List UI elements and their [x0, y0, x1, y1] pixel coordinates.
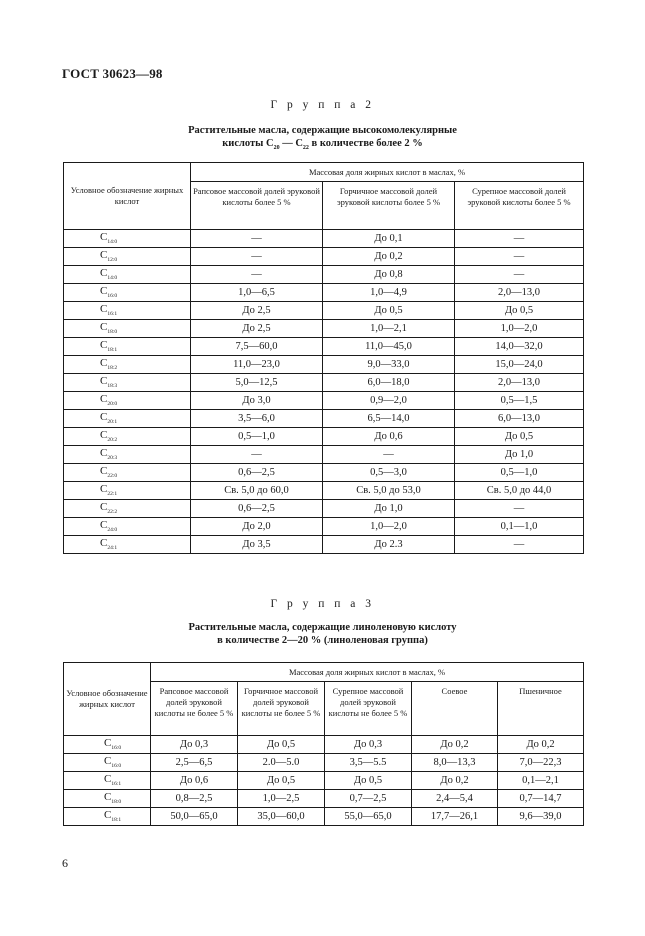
table-cell: 15,0—24,0: [455, 356, 584, 374]
group3-col-header: Пшеничное: [498, 682, 584, 736]
document-code: ГОСТ 30623—98: [62, 66, 163, 81]
group2-table: [63, 162, 584, 554]
table-cell: 3,5—5.5: [325, 754, 412, 772]
table-cell: До 0,2: [412, 772, 498, 790]
table-cell: До 0,2: [323, 248, 455, 266]
table-cell: 0,6—2,5: [191, 464, 323, 482]
table-cell: До 0,8: [323, 266, 455, 284]
table-cell: До 0,5: [238, 736, 325, 754]
table-row: [64, 320, 584, 338]
table-cell: —: [455, 266, 584, 284]
table-row: [64, 464, 584, 482]
table-cell: 6,0—18,0: [323, 374, 455, 392]
table-cell: 7,5—60,0: [191, 338, 323, 356]
table-cell: 11,0—23,0: [191, 356, 323, 374]
fatty-acid-code: $С_{18:3}$: [64, 374, 191, 392]
table-cell: До 2.3: [323, 536, 455, 554]
fatty-acid-code: $С_{16:0}$: [64, 284, 191, 302]
table-cell: 1,0—6,5: [191, 284, 323, 302]
fatty-acid-code: $С_{16:0}$: [64, 736, 151, 754]
table-cell: 6,0—13,0: [455, 410, 584, 428]
fatty-acid-code: $С_{20:2}$: [64, 428, 191, 446]
table-row: [64, 230, 584, 248]
fatty-acid-code: $С_{18:1}$: [64, 338, 191, 356]
table-row: [64, 772, 584, 790]
group2-col-code: Условное обозначение жирных кислот: [64, 163, 191, 230]
fatty-acid-code: $С_{24:1}$: [64, 536, 191, 554]
table-cell: 0,1—1,0: [455, 518, 584, 536]
table-cell: 55,0—65,0: [325, 808, 412, 826]
table-cell: 0,7—2,5: [325, 790, 412, 808]
fatty-acid-code: $С_{22:0}$: [64, 464, 191, 482]
fatty-acid-code: $С_{18:0}$: [64, 320, 191, 338]
table-cell: Св. 5,0 до 60,0: [191, 482, 323, 500]
table-cell: 1,0—4,9: [323, 284, 455, 302]
group3-col-code: Условное обозначение жирных кислот: [64, 663, 151, 736]
group3-table: [63, 662, 584, 826]
group2-col-group: Массовая доля жирных кислот в маслах, %: [191, 163, 584, 182]
group3-title: Г р у п п а 3: [270, 598, 375, 610]
table-row: [64, 500, 584, 518]
table-cell: 3,5—6,0: [191, 410, 323, 428]
table-row: [64, 356, 584, 374]
group2-title: Г р у п п а 2: [270, 99, 375, 111]
group3-col-header: Сурепное массовой долей эруковой кислоты не более 5 %: [325, 682, 412, 736]
table-row: [64, 302, 584, 320]
table-cell: 7,0—22,3: [498, 754, 584, 772]
table-cell: 8,0—13,3: [412, 754, 498, 772]
group2-col-header: Горчичное массовой долей эруковой кислоты более 5 %: [323, 182, 455, 230]
table-cell: До 0,5: [455, 302, 584, 320]
fatty-acid-code: $С_{20:1}$: [64, 410, 191, 428]
table-cell: —: [455, 230, 584, 248]
group2-col-header: Сурепное массовой долей эруковой кислоты более 5 %: [455, 182, 584, 230]
table-cell: 2,0—13,0: [455, 284, 584, 302]
table-cell: 50,0—65,0: [151, 808, 238, 826]
table-cell: До 0,5: [323, 302, 455, 320]
table-cell: До 0,5: [455, 428, 584, 446]
group3-col-group: Массовая доля жирных кислот в маслах, %: [151, 663, 584, 682]
table-cell: До 3,0: [191, 392, 323, 410]
group3-col-header: Соевое: [412, 682, 498, 736]
table-cell: 2,4—5,4: [412, 790, 498, 808]
table-cell: —: [323, 446, 455, 464]
table-row: [64, 410, 584, 428]
group3-heading-line1: Растительные масла, содержащие линоленовую кислоту: [188, 622, 457, 633]
table-cell: До 0,3: [151, 736, 238, 754]
table-cell: 0,8—2,5: [151, 790, 238, 808]
table-cell: —: [191, 230, 323, 248]
group3-col-header: Рапсовое массовой долей эруковой кислоты не более 5 %: [151, 682, 238, 736]
table-cell: 11,0—45,0: [323, 338, 455, 356]
table-row: [64, 790, 584, 808]
group3-col-header: Горчичное массовой долей эруковой кислоты не более 5 %: [238, 682, 325, 736]
table-cell: До 0,5: [325, 772, 412, 790]
table-cell: 2,5—6,5: [151, 754, 238, 772]
table-row: [64, 482, 584, 500]
table-cell: 17,7—26,1: [412, 808, 498, 826]
table-cell: —: [455, 500, 584, 518]
table-row: [64, 446, 584, 464]
table-cell: До 1,0: [455, 446, 584, 464]
table-cell: —: [455, 248, 584, 266]
table-cell: 1,0—2,5: [238, 790, 325, 808]
table-cell: До 0,6: [323, 428, 455, 446]
page-number: 6: [62, 856, 68, 870]
table-cell: 0,5—3,0: [323, 464, 455, 482]
fatty-acid-code: $С_{20:0}$: [64, 392, 191, 410]
table-row: [64, 248, 584, 266]
table-cell: До 1,0: [323, 500, 455, 518]
table-row: [64, 266, 584, 284]
fatty-acid-code: $С_{22:1}$: [64, 482, 191, 500]
table-row: [64, 374, 584, 392]
fatty-acid-code: $С_{12:0}$: [64, 248, 191, 266]
table-cell: 14,0—32,0: [455, 338, 584, 356]
fatty-acid-code: $С_{18:1}$: [64, 808, 151, 826]
table-cell: До 3,5: [191, 536, 323, 554]
table-row: [64, 518, 584, 536]
table-row: [64, 428, 584, 446]
table-cell: —: [455, 536, 584, 554]
group2-heading-line2: кислоты $С_{20}$ — $С_{22}$ в количестве более 2 %: [222, 138, 423, 152]
group3-heading: [0, 621, 645, 647]
table-cell: 5,0—12,5: [191, 374, 323, 392]
table-cell: 9,6—39,0: [498, 808, 584, 826]
table-cell: 35,0—60,0: [238, 808, 325, 826]
group3-heading-line2: в количестве 2—20 % (линоленовая группа): [217, 635, 428, 646]
table-cell: 1,0—2,1: [323, 320, 455, 338]
table-row: [64, 536, 584, 554]
table-cell: До 0,6: [151, 772, 238, 790]
table-row: [64, 754, 584, 772]
fatty-acid-code: $С_{22:2}$: [64, 500, 191, 518]
table-cell: 1,0—2,0: [455, 320, 584, 338]
table-row: [64, 284, 584, 302]
table-row: [64, 338, 584, 356]
table-cell: —: [191, 446, 323, 464]
table-cell: 0,7—14,7: [498, 790, 584, 808]
table-cell: До 0,5: [238, 772, 325, 790]
table-cell: Св. 5,0 до 44,0: [455, 482, 584, 500]
group2-heading: [0, 124, 645, 155]
fatty-acid-code: $С_{14:0}$: [64, 230, 191, 248]
table-cell: До 2,0: [191, 518, 323, 536]
fatty-acid-code: $С_{14:0}$: [64, 266, 191, 284]
table-cell: 0,9—2,0: [323, 392, 455, 410]
table-cell: До 0,2: [498, 736, 584, 754]
table-cell: До 0,3: [325, 736, 412, 754]
fatty-acid-code: $С_{18:0}$: [64, 790, 151, 808]
table-cell: 2.0—5.0: [238, 754, 325, 772]
fatty-acid-code: $С_{16:1}$: [64, 772, 151, 790]
table-cell: До 0,1: [323, 230, 455, 248]
fatty-acid-code: $С_{18:2}$: [64, 356, 191, 374]
table-cell: —: [191, 266, 323, 284]
table-row: [64, 808, 584, 826]
table-cell: 6,5—14,0: [323, 410, 455, 428]
table-cell: До 2,5: [191, 320, 323, 338]
table-cell: До 2,5: [191, 302, 323, 320]
table-cell: 1,0—2,0: [323, 518, 455, 536]
group2-col-header: Рапсовое массовой долей эруковой кислоты более 5 %: [191, 182, 323, 230]
table-cell: 9,0—33,0: [323, 356, 455, 374]
table-cell: 0,6—2,5: [191, 500, 323, 518]
table-cell: 0,5—1,0: [455, 464, 584, 482]
fatty-acid-code: $С_{16:0}$: [64, 754, 151, 772]
table-cell: —: [191, 248, 323, 266]
table-cell: 0,5—1,5: [455, 392, 584, 410]
table-cell: 2,0—13,0: [455, 374, 584, 392]
fatty-acid-code: $С_{20:3}$: [64, 446, 191, 464]
group2-heading-line1: Растительные масла, содержащие высокомолекулярные: [188, 125, 457, 136]
table-cell: До 0,2: [412, 736, 498, 754]
fatty-acid-code: $С_{16:1}$: [64, 302, 191, 320]
table-row: [64, 392, 584, 410]
table-row: [64, 736, 584, 754]
fatty-acid-code: $С_{24:0}$: [64, 518, 191, 536]
table-cell: Св. 5,0 до 53,0: [323, 482, 455, 500]
table-cell: 0,1—2,1: [498, 772, 584, 790]
table-cell: 0,5—1,0: [191, 428, 323, 446]
